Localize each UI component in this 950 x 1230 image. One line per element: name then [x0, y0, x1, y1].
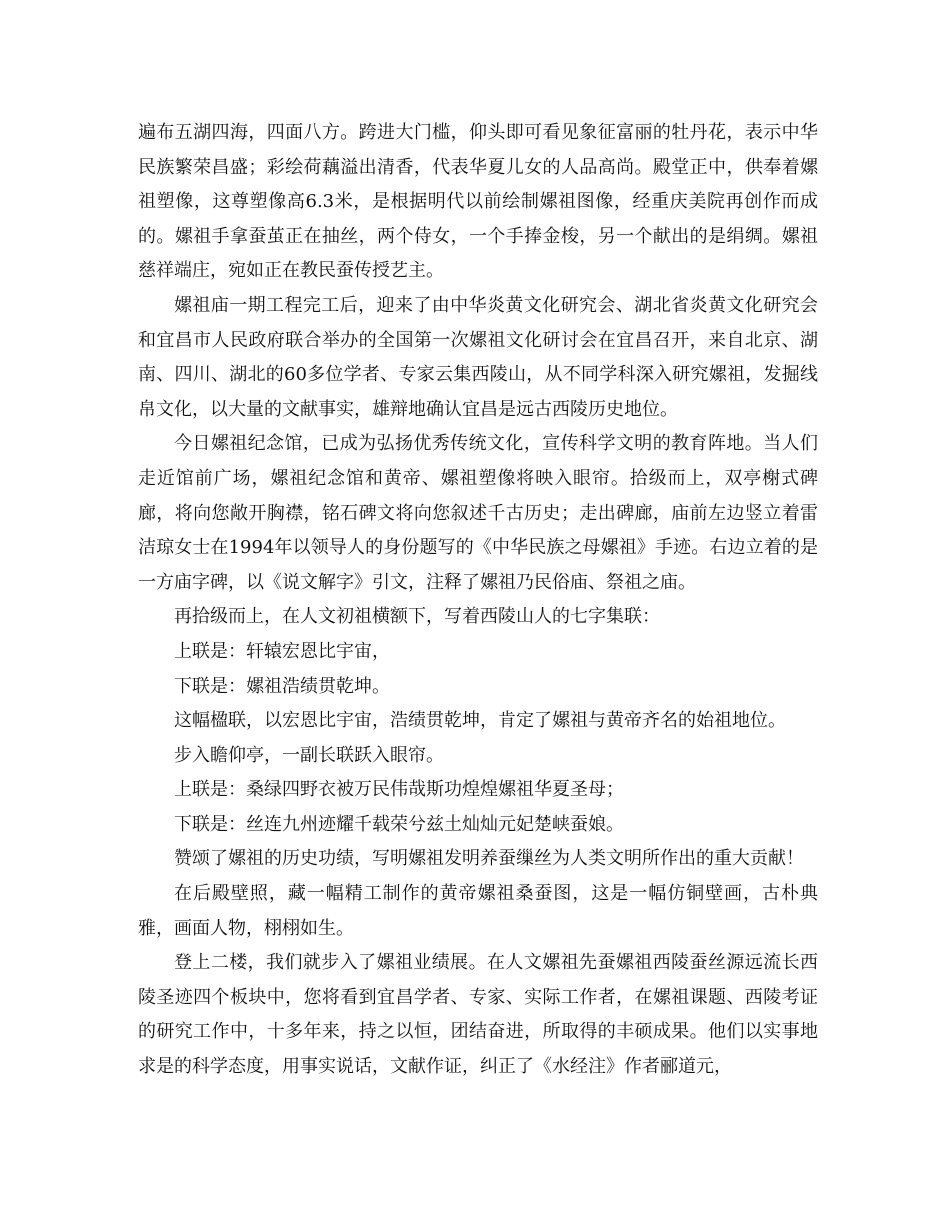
paragraph-mural: 在后殿壁照，藏一幅精工制作的黄帝嫘祖桑蚕图，这是一幅仿铜壁画，古朴典雅，画面人物，栩栩如生。: [138, 883, 818, 939]
long-couplet-lower-line: 下联是：丝连九州迹耀千载荣兮兹土灿灿元妃楚峡蚕娘。: [174, 813, 624, 835]
paragraph-praise: 赞颂了嫘祖的历史功绩，写明嫘祖发明养蚕缫丝为人类文明所作出的重大贡献！: [174, 848, 804, 870]
document-body: [138, 116, 818, 1085]
couplet-upper-line: 上联是：轩辕宏恩比宇宙，: [174, 640, 390, 662]
paragraph-pavilion: 步入瞻仰亭，一副长联跃入眼帘。: [174, 744, 444, 766]
paragraph-continuation: 遍布五湖四海，四面八方。跨进大门槛，仰头即可看见象征富丽的牡丹花，表示中华民族繁荣昌盛；彩绘荷藕溢出清香，代表华夏儿女的人品高尚。殿堂正中，供奉着嫘祖塑像，这尊塑像高6.3米，是根据明代以前绘制嫘祖图像，经重庆美院再创作而成的。嫘祖手拿蚕茧正在抽丝，两个侍女，一个手捧金梭，另一个献出的是绢绸。嫘祖慈祥端庄，宛如正在教民蚕传授艺主。: [138, 122, 818, 282]
long-couplet-upper-line: 上联是：桑绿四野衣被万民伟哉斯功煌煌嫘祖华夏圣母；: [174, 779, 624, 801]
couplet-lower-line: 下联是：嫘祖浩绩贯乾坤。: [174, 675, 390, 697]
paragraph-symposium: 嫘祖庙一期工程完工后，迎来了由中华炎黄文化研究会、湖北省炎黄文化研究会和宜昌市人民政府联合举办的全国第一次嫘祖文化研讨会在宜昌召开，来自北京、湖南、四川、湖北的60多位学者、专家云集西陵山，从不同学科深入研究嫘祖，发掘线帛文化，以大量的文献事实，雄辩地确认宜昌是远古西陵历史地位。: [138, 294, 818, 420]
paragraph-couplet-intro: 再拾级而上，在人文初祖横额下，写着西陵山人的七字集联：: [174, 606, 660, 628]
paragraph-memorial-hall: 今日嫘祖纪念馆，已成为弘扬优秀传统文化，宣传科学文明的教育阵地。当人们走近馆前广场，嫘祖纪念馆和黄帝、嫘祖塑像将映入眼帘。拾级而上，双亭榭式碑廊，将向您敞开胸襟，铭石碑文将向您叙述千古历史；走出碑廊，庙前左边竖立着雷洁琼女士在1994年以领导人的身份题写的《中华民族之母嫘祖》手迹。右边立着的是一方庙字碑，以《说文解字》引文，注释了嫘祖乃民俗庙、祭祖之庙。: [138, 433, 818, 593]
paragraph-exhibition: 登上二楼，我们就步入了嫘祖业绩展。在人文嫘祖先蚕嫘祖西陵蚕丝源远流长西陵圣迹四个板块中，您将看到宜昌学者、专家、实际工作者，在嫘祖课题、西陵考证的研究工作中，十多年来，持之以恒，团结奋进，所取得的丰硕成果。他们以实事地求是的科学态度，用事实说话，文献作证，纠正了《水经注》作者郦道元，: [138, 952, 818, 1078]
paragraph-couplet-comment: 这幅楹联，以宏恩比宇宙，浩绩贯乾坤，肯定了嫘祖与黄帝齐名的始祖地位。: [174, 710, 786, 732]
